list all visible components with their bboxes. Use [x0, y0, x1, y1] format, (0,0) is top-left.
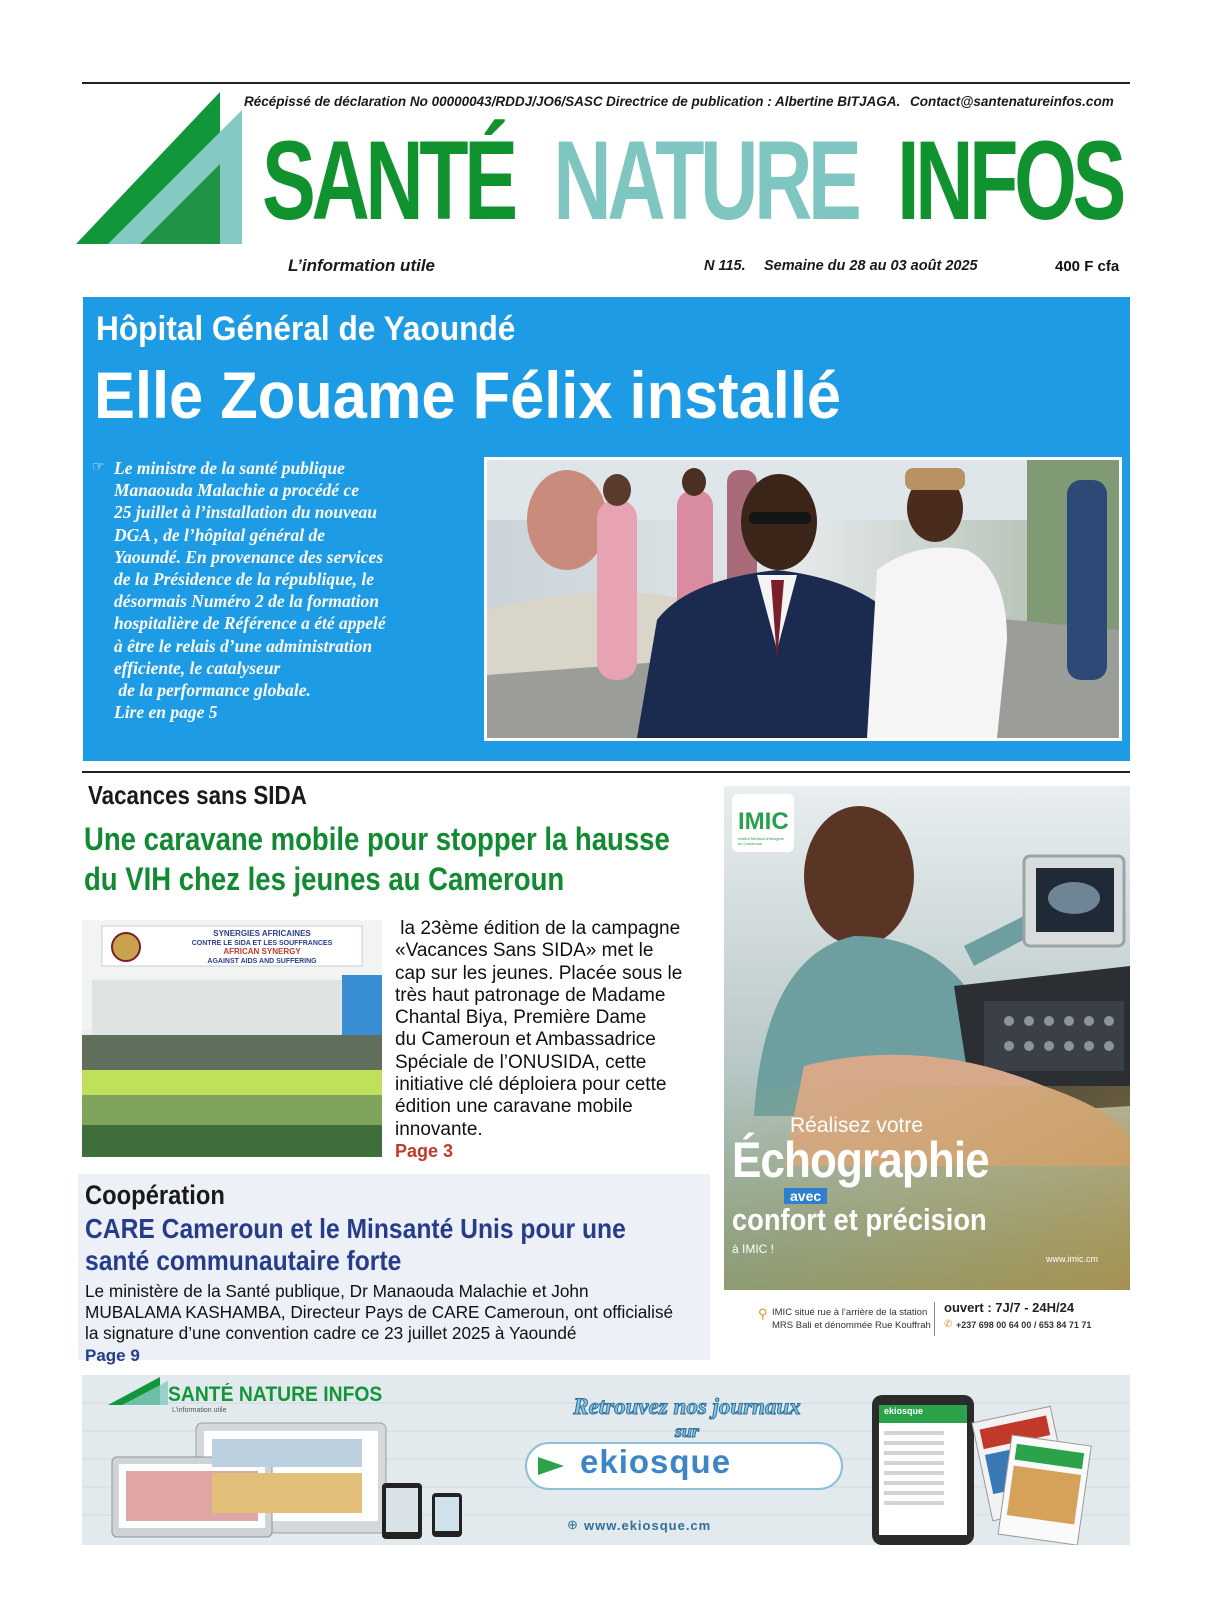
pointing-hand-icon: ☞: [92, 458, 105, 474]
ad-line2: Échographie: [732, 1132, 989, 1188]
phone-icon: ✆: [944, 1319, 953, 1330]
ad-phones[interactable]: +237 698 00 64 00 / 653 84 71 71: [956, 1320, 1092, 1330]
ad-url[interactable]: www.imic.cm: [1046, 1254, 1098, 1264]
imic-logo-sub: Institut Médical d'Imagerie du Cameroun: [738, 836, 785, 846]
registration-number: Récépissé de déclaration No 00000043/RDDJ/JO6/SASC: [244, 94, 603, 109]
title-nature: NATURE: [553, 118, 858, 243]
photo-sign-line3: AFRICAN SYNERGY: [223, 947, 301, 956]
lead-read-more[interactable]: Lire en page 5: [114, 702, 218, 723]
newspaper-title: [262, 118, 1122, 244]
imic-logo: IMIC: [738, 808, 789, 835]
ad-line5: à IMIC !: [732, 1242, 775, 1256]
kiosk-logo[interactable]: ekiosque: [580, 1443, 732, 1480]
imic-advertisement[interactable]: [724, 786, 1130, 1290]
lead-kicker: Hôpital Général de Yaoundé: [96, 310, 516, 348]
photo-sign-line1: SYNERGIES AFRICAINES: [213, 929, 311, 938]
ad-line1: Réalisez votre: [790, 1114, 924, 1137]
kiosk-url[interactable]: www.ekiosque.cm: [584, 1518, 712, 1533]
imic-ad-footer: [724, 1292, 1130, 1364]
sida-page-ref[interactable]: Page 3: [395, 1141, 454, 1161]
publication-director: Directrice de publication : Albertine BITJAGA.: [606, 94, 901, 109]
masthead-triangle-logo: [68, 92, 258, 250]
ekiosque-banner[interactable]: [82, 1375, 1130, 1545]
cooperation-headline[interactable]: CARE Cameroun et le Minsanté Unis pour une santé communautaire forte: [85, 1213, 626, 1276]
location-pin-icon: ⚲: [758, 1306, 768, 1321]
cover-price: 400 F cfa: [1055, 258, 1120, 275]
cooperation-body: Le ministère de la Santé publique, Dr Manaouda Malachie et John MUBALAMA KASHAMBA, Directeur Pays de CARE Cameroun, ont officialisé la signature d’une convention cadre ce 23 juillet 2025 à Yaoundé: [85, 1281, 674, 1343]
title-sante: SANTÉ: [262, 118, 514, 243]
issue-week: Semaine du 28 au 03 août 2025: [764, 258, 978, 274]
globe-icon: ⊕: [567, 1517, 578, 1532]
sida-kicker: Vacances sans SIDA: [88, 780, 307, 810]
sida-group-photo: [82, 920, 382, 1157]
issue-number: N 115.: [704, 258, 746, 274]
ad-hours: ouvert : 7J/7 - 24H/24: [944, 1300, 1075, 1315]
lead-summary: Le ministre de la santé publique Manaouda Malachie a procédé ce 25 juillet à l’installation du nouveau DGA , de l’hôpital général de Yaoundé. En provenance des services de la Présidence de la république, le désormais Numéro 2 de la formation hospitalière de Référence a été appelé à être le relais d’une administration efficiente, le catalyseur de la performance globale. Lire en page 5: [114, 457, 474, 723]
lead-headline[interactable]: Elle Zouame Félix installé: [94, 358, 842, 432]
sida-headline[interactable]: Une caravane mobile pour stopper la hausse du VIH chez les jeunes au Cameroun: [84, 821, 670, 897]
contact-email[interactable]: Contact@santenatureinfos.com: [910, 94, 1114, 109]
kiosk-brand-tagline: L’information utile: [172, 1407, 227, 1414]
kiosk-brand: SANTÉ NATURE INFOS: [168, 1383, 383, 1406]
cooperation-page-ref[interactable]: Page 9: [85, 1346, 140, 1365]
section-rule: [82, 771, 1130, 773]
cooperation-kicker: Coopération: [85, 1180, 225, 1210]
photo-sign-line4: AGAINST AIDS AND SUFFERING: [207, 958, 317, 965]
ad-line4: confort et précision: [732, 1202, 987, 1237]
kiosk-slogan: Retrouvez nos journaux sur: [573, 1394, 801, 1441]
top-rule: [82, 82, 1130, 84]
sida-body: la 23ème édition de la campagne «Vacances Sans SIDA» met le cap sur les jeunes. Placée sous le très haut patronage de Madame Chantal Biya, Première Dame du Cameroun et Ambassadrice Spéciale de l’ONUSIDA, cette initiative clé déploiera pour cette édition une caravane mobile innovante.: [395, 918, 683, 1140]
title-infos: INFOS: [897, 118, 1122, 243]
photo-sign-line2: CONTRE LE SIDA ET LES SOUFFRANCES: [191, 940, 333, 947]
tablet-header: ekiosque: [884, 1406, 924, 1416]
lead-photo: [484, 457, 1122, 741]
tagline: L’information utile: [288, 256, 436, 275]
ad-avec-badge: avec: [784, 1188, 827, 1204]
ad-address: IMIC situé rue à l’arrière de la station MRS Bali et dénommée Rue Kouffrah: [772, 1307, 931, 1331]
footer-divider: [934, 1302, 935, 1336]
